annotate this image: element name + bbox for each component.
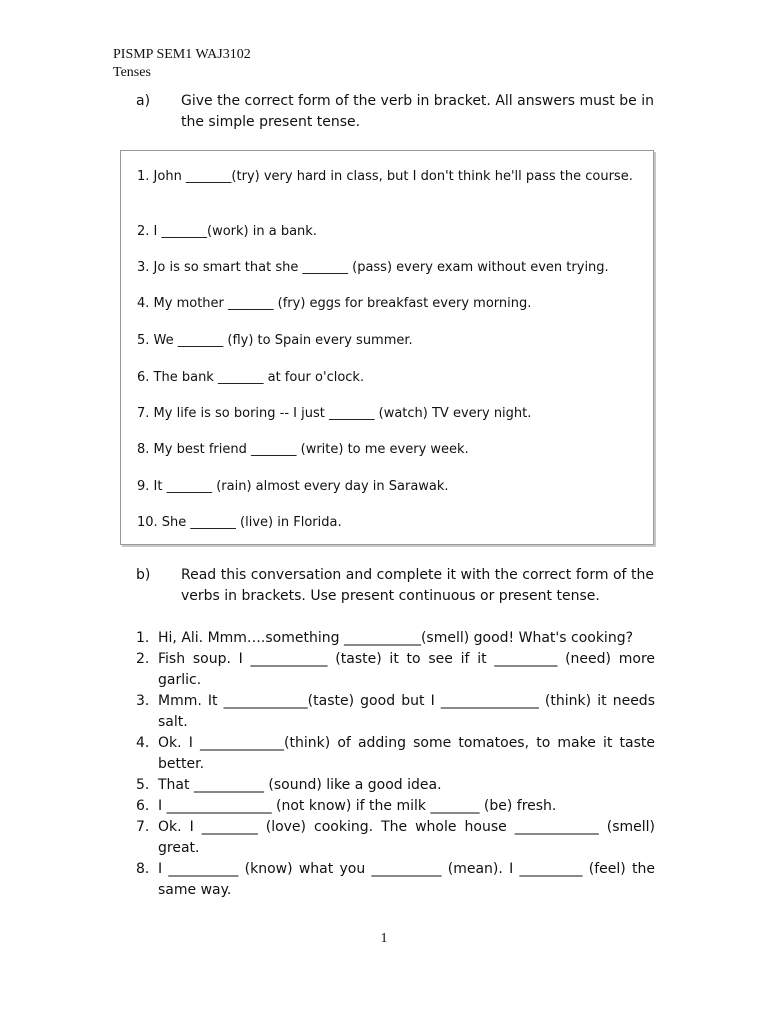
item-number: 3. <box>136 693 150 709</box>
item-text: That __________ (sound) like a good idea. <box>158 777 442 793</box>
exercise-item: 7. My life is so boring -- I just _______ (watch) TV every night. <box>137 406 532 421</box>
item-number: 7. <box>136 819 150 835</box>
section-a-exercise-box <box>120 150 654 545</box>
page-number: 1 <box>380 931 388 946</box>
exercise-item: 10. She _______ (live) in Florida. <box>137 515 342 530</box>
item-text: Fish soup. I ___________ (taste) it to see if it _________ (need) more garlic. <box>158 651 655 688</box>
item-text: Hi, Ali. Mmm….something ___________(smell) good! What's cooking? <box>158 630 634 646</box>
exercise-item: 1. John _______(try) very hard in class, but I don't think he'll pass the course. <box>137 169 633 184</box>
item-number: 5. <box>136 777 150 793</box>
item-text: Ok. I ____________(think) of adding some tomatoes, to make it taste better. <box>158 735 655 772</box>
section-a-instruction: Give the correct form of the verb in bracket. All answers must be in the simple present tense. <box>181 93 654 130</box>
item-number: 8. <box>136 861 150 877</box>
course-code-line: PISMP SEM1 WAJ3102 <box>113 47 251 62</box>
section-b-label: b) <box>136 567 151 583</box>
exercise-item: 6. The bank _______ at four o'clock. <box>137 370 365 385</box>
topic-title: Tenses <box>113 65 151 80</box>
item-text: Mmm. It ____________(taste) good but I ______________ (think) it needs salt. <box>158 693 655 730</box>
section-b-instruction: Read this conversation and complete it with the correct form of the verbs in brackets. Use present continuous or present tense. <box>181 567 654 604</box>
item-number: 4. <box>136 735 150 751</box>
item-number: 2. <box>136 651 150 667</box>
exercise-item: 9. It _______ (rain) almost every day in Sarawak. <box>137 479 449 494</box>
exercise-item: 4. My mother _______ (fry) eggs for breakfast every morning. <box>137 296 532 311</box>
item-text: Ok. I ________ (love) cooking. The whole house ____________ (smell) great. <box>158 819 655 856</box>
item-number: 1. <box>136 630 150 646</box>
item-number: 6. <box>136 798 150 814</box>
exercise-item: 8. My best friend _______ (write) to me every week. <box>137 442 469 457</box>
section-a-label: a) <box>136 93 151 109</box>
item-text: I _______________ (not know) if the milk _______ (be) fresh. <box>158 798 557 814</box>
exercise-item: 3. Jo is so smart that she _______ (pass) every exam without even trying. <box>137 260 609 275</box>
document-header <box>113 46 251 82</box>
exercise-item: 2. I _______(work) in a bank. <box>137 224 317 239</box>
exercise-item: 5. We _______ (fly) to Spain every summer. <box>137 333 413 348</box>
item-text: I __________ (know) what you __________ (mean). I _________ (feel) the same way. <box>158 861 655 898</box>
